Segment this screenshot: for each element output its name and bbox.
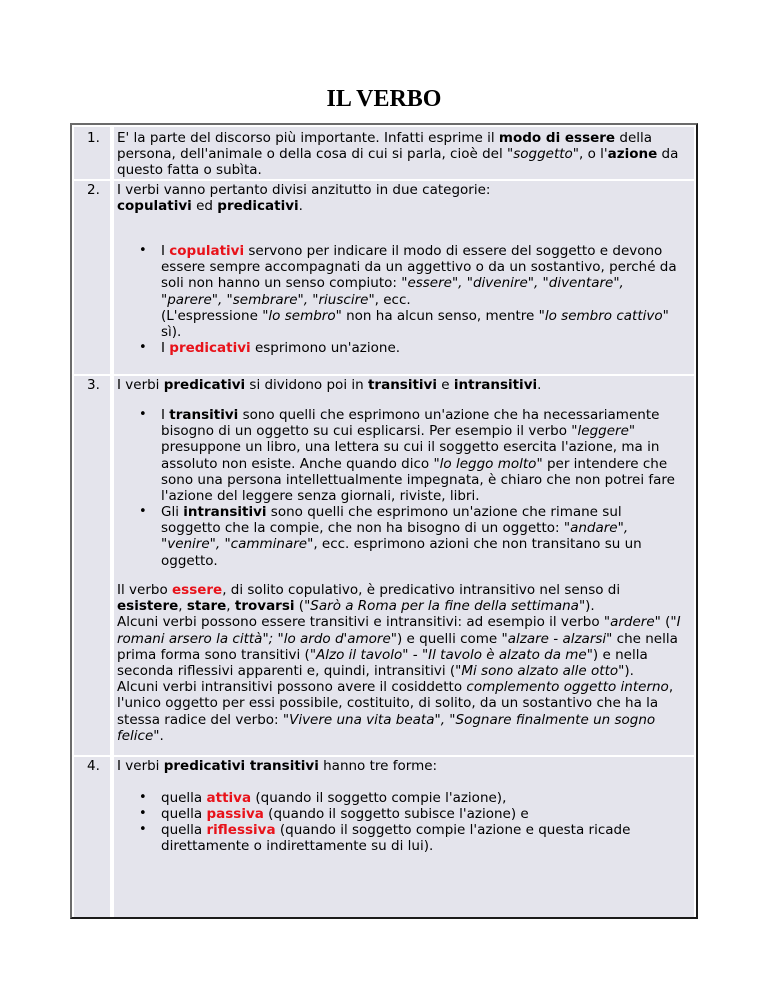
highlight-term: passiva (206, 806, 264, 822)
content-table (70, 123, 698, 919)
italic-text: essere", "divenire", "diventare", "parere", "sembrare", "riuscire (161, 275, 624, 308)
item-text (117, 130, 682, 179)
text-run: ed (191, 198, 218, 215)
item-number: 3. (87, 377, 100, 393)
bullet: • (139, 340, 147, 355)
italic-text: alzare - alzarsi (507, 630, 607, 647)
text-run: ", o l' (572, 146, 608, 163)
text-run: ", ecc. (368, 291, 411, 308)
text-run: I (161, 243, 170, 259)
highlight-term: copulativi (169, 243, 245, 259)
text-run: e (436, 377, 454, 393)
italic-text: complemento oggetto interno (466, 679, 669, 696)
italic-text: soggetto (513, 146, 573, 163)
text-run: " (" (654, 614, 677, 631)
text-run: , l'unico oggetto per essi possibile, costituito, di solito, da un sostantivo che ha la stessa radice del verbo: " (117, 679, 674, 728)
bullet-text (161, 243, 684, 340)
text-run: " non ha alcun senso, mentre " (335, 307, 545, 324)
italic-text: andare", "venire", "camminare (161, 520, 629, 553)
text-run: (" (294, 598, 311, 615)
text-run: sono quelli che esprimono un'azione che ha necessariamente bisogno di un oggetto su cui esplicarsi. Per esempio il verbo " (161, 407, 660, 440)
text-run: si dividono poi in (245, 377, 368, 393)
italic-text: Vivere una vita beata", "Sognare finalmente un sogno felice (117, 711, 656, 744)
text-run: E' la parte del discorso più importante. Infatti esprime il (117, 130, 499, 146)
bullet-text (161, 407, 684, 504)
bullet-text (161, 806, 684, 822)
text-run: , di solito copulativo, è predicativo intransitivo nel senso di (222, 582, 621, 598)
text-run: "). (578, 598, 595, 615)
text-run: , (178, 598, 187, 615)
item-number: 1. (87, 130, 100, 146)
text-run: Alcuni verbi intransitivi possono avere il cosiddetto (117, 679, 467, 696)
italic-text: lo sembro cattivo (544, 307, 663, 324)
bullet: • (139, 822, 147, 837)
item-text (117, 758, 682, 774)
text-run: I verbi (117, 758, 164, 774)
bold-term: stare (186, 598, 227, 615)
text-run: ". (153, 727, 164, 744)
text-run: da questo fatta o subìta. (117, 146, 679, 179)
italic-text: Mi sono alzato alle otto (461, 663, 619, 680)
text-run: I (161, 407, 170, 423)
text-run: quella (161, 822, 207, 838)
page-title: IL VERBO (326, 86, 442, 112)
text-run: della persona, dell'animale o della cosa di cui si parla, cioè del " (117, 130, 653, 163)
item-number: 2. (87, 182, 100, 198)
bold-term: transitivi (367, 377, 437, 393)
text-run: Alcuni verbi possono essere transitivi e intransitivi: ad esempio il verbo " (117, 614, 611, 631)
bullet-text (161, 822, 684, 854)
text-run: ") e nella seconda riflessivi apparenti e, quindi, intransitivi (" (117, 646, 648, 680)
text-run: , (226, 598, 235, 615)
text-run: I verbi (117, 377, 164, 393)
item-text (117, 182, 682, 214)
text-run: quella (161, 806, 207, 822)
text-run: (quando il soggetto compie l'azione), (251, 790, 507, 806)
item-paragraph (117, 582, 682, 744)
text-run: (quando il soggetto compie l'azione e questa ricade direttamente o indirettamente su di lui). (161, 822, 631, 855)
bold-term: intransitivi (183, 504, 267, 520)
italic-text: leggere (577, 423, 629, 440)
bullet: • (139, 407, 147, 422)
italic-text: Sarò a Roma per la fine della settimana (310, 598, 579, 615)
text-run: servono per indicare il modo di essere del soggetto e devono essere sempre accompagnati da un aggettivo o da un sostantivo, perché da soli non hanno un senso compiuto: " (161, 243, 677, 292)
highlight-term: essere (172, 582, 223, 598)
text-run: I (161, 340, 170, 356)
bullet: • (139, 790, 147, 805)
bold-term: intransitivi (453, 377, 538, 393)
bold-term: transitivi (169, 407, 239, 423)
item-number: 4. (87, 758, 100, 774)
text-run: . (298, 198, 303, 215)
bullet-text (161, 504, 684, 569)
bold-term: predicativi transitivi (163, 758, 319, 774)
bold-term: azione (607, 146, 658, 163)
bold-term: predicativi (163, 377, 246, 393)
text-run: " che nella prima forma sono transitivi (" (117, 630, 678, 663)
italic-text: lo leggo molto (439, 455, 537, 472)
italic-text: I romani arsero la città"; "lo ardo d'amore (117, 614, 681, 647)
bold-term: predicativi (217, 198, 299, 215)
highlight-term: attiva (206, 790, 252, 806)
text-run: " presuppone un libro, una lettera su cui il soggetto esercita l'azione, ma in assoluto non esiste. Anche quando dico " (161, 423, 660, 472)
bold-term: modo di essere (498, 130, 616, 146)
text-run: esprimono un'azione. (250, 340, 401, 356)
bold-term: esistere (117, 598, 179, 615)
text-run: . (537, 377, 542, 393)
text-run: ") e quelli come " (390, 630, 508, 647)
text-run: quella (161, 790, 207, 806)
text-run: (L'espressione " (161, 307, 269, 324)
bullet-text (161, 790, 684, 806)
italic-text: ardere (610, 614, 655, 631)
text-run: Gli (161, 504, 184, 520)
bullet-text (161, 340, 684, 356)
italic-text: lo sembro (268, 307, 336, 324)
text-run: Il verbo (117, 582, 172, 598)
text-run: " sì). (161, 307, 669, 341)
text-run: " per intendere che sono una persona intellettualmente impegnata, è chiaro che non potrei fare l'azione del leggere senza giornali, riviste, libri. (161, 455, 675, 505)
bold-term: copulativi (117, 198, 192, 215)
highlight-term: riflessiva (206, 822, 276, 838)
text-run: I verbi vanno pertanto divisi anzitutto in due categorie: (117, 182, 491, 198)
text-run: (quando il soggetto subisce l'azione) e (263, 806, 529, 822)
item-text (117, 377, 682, 393)
bullet: • (139, 243, 147, 258)
bullet: • (139, 504, 147, 519)
italic-text: Alzo il tavolo" - "Il tavolo è alzato da me (316, 646, 587, 663)
text-run: hanno tre forme: (318, 758, 438, 774)
text-run: sono quelli che esprimono un'azione che rimane sul soggetto che la compie, che non ha bisogno di un oggetto: " (161, 504, 622, 537)
bold-term: trovarsi (234, 598, 295, 615)
highlight-term: predicativi (169, 340, 251, 356)
text-run: ", ecc. esprimono azioni che non transitano su un oggetto. (161, 536, 642, 569)
text-run: "). (618, 663, 634, 680)
bullet: • (139, 806, 147, 821)
